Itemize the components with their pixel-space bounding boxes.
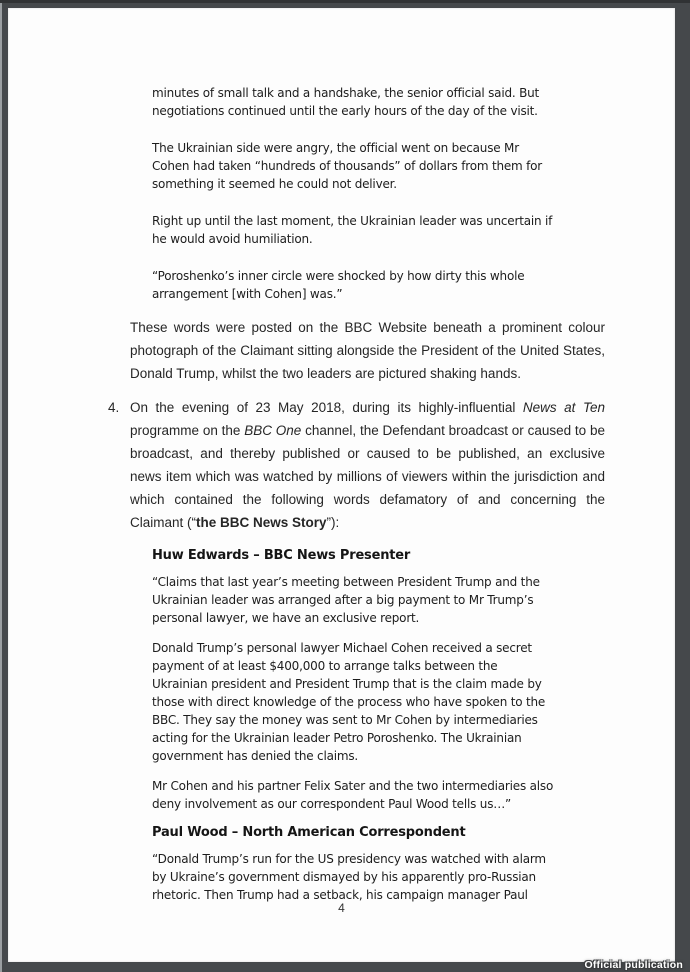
speaker-heading-paul-wood: Paul Wood – North American Correspondent <box>152 825 466 840</box>
page-number: 4 <box>338 901 345 915</box>
body-paragraph-these-words: These words were posted on the BBC Website beneath a prominent colour photograph of the Claimant sitting alongside the President of the United States, Donald Trump, whilst the two leaders are pictured shaking hands. <box>130 320 605 381</box>
official-publication-label: Official publication <box>584 959 683 971</box>
paragraph-number: 4. <box>108 400 120 415</box>
excerpt-paragraph: The Ukrainian side were angry, the official went on because Mr Cohen had taken “hundreds of thousands” of dollars from them for something it seemed he could not deliver. <box>152 141 543 191</box>
paragraph-segment: programme on the <box>130 423 245 438</box>
paragraph-segment: ”): <box>326 515 340 530</box>
excerpt-paragraph: Right up until the last moment, the Ukrainian leader was uncertain if he would avoid humiliation. <box>152 214 553 246</box>
paragraph-segment-italic: BBC One <box>244 423 302 438</box>
transcript-paragraph: “Donald Trump’s run for the US presidency was watched with alarm by Ukraine’s government dismayed by his apparently pro-Russian rhetoric. Then Trump had a setback, his campaign manager Paul <box>152 852 546 902</box>
transcript-paragraph: Mr Cohen and his partner Felix Sater and the two intermediaries also deny involvement as our correspondent Paul Wood tells us…” <box>152 779 554 811</box>
page-content <box>108 84 608 916</box>
speaker-heading-huw-edwards: Huw Edwards – BBC News Presenter <box>152 548 411 563</box>
paragraph-segment: On the evening of 23 May 2018, during its highly-influential <box>130 400 523 415</box>
excerpt-paragraph: “Poroshenko’s inner circle were shocked by how dirty this whole arrangement [with Cohen] was.” <box>152 269 525 301</box>
transcript-paragraph: Donald Trump’s personal lawyer Michael Cohen received a secret payment of at least $400,000 to arrange talks between the Ukrainian president and President Trump that is the claim made by those with direct knowledge of the process who have spoken to the BBC. They say the money was sent to Mr Cohen by intermediaries acting for the Ukrainian leader Petro Poroshenko. The Ukrainian government has denied the claims. <box>152 641 546 763</box>
paragraph-segment-italic: News at Ten <box>522 400 605 415</box>
numbered-paragraph-4 <box>108 396 608 534</box>
excerpt-paragraph: minutes of small talk and a handshake, the senior official said. But negotiations continued until the early hours of the day of the visit. <box>152 86 540 118</box>
paragraph-segment: channel, the Defendant broadcast or caused to be broadcast, and thereby published or caused to be published, an exclusive news item which was watched by millions of viewers within the jurisdiction and which contained the following words defamatory of and concerning the Claimant (“ <box>130 423 605 530</box>
paragraph-segment-bold: the BBC News Story <box>196 515 327 530</box>
document-page <box>8 8 675 962</box>
transcript-paragraph: “Claims that last year’s meeting between President Trump and the Ukrainian leader was arranged after a big payment to Mr Trump’s personal lawyer, we have an exclusive report. <box>152 575 540 625</box>
numbered-paragraph-4-text <box>130 396 605 534</box>
